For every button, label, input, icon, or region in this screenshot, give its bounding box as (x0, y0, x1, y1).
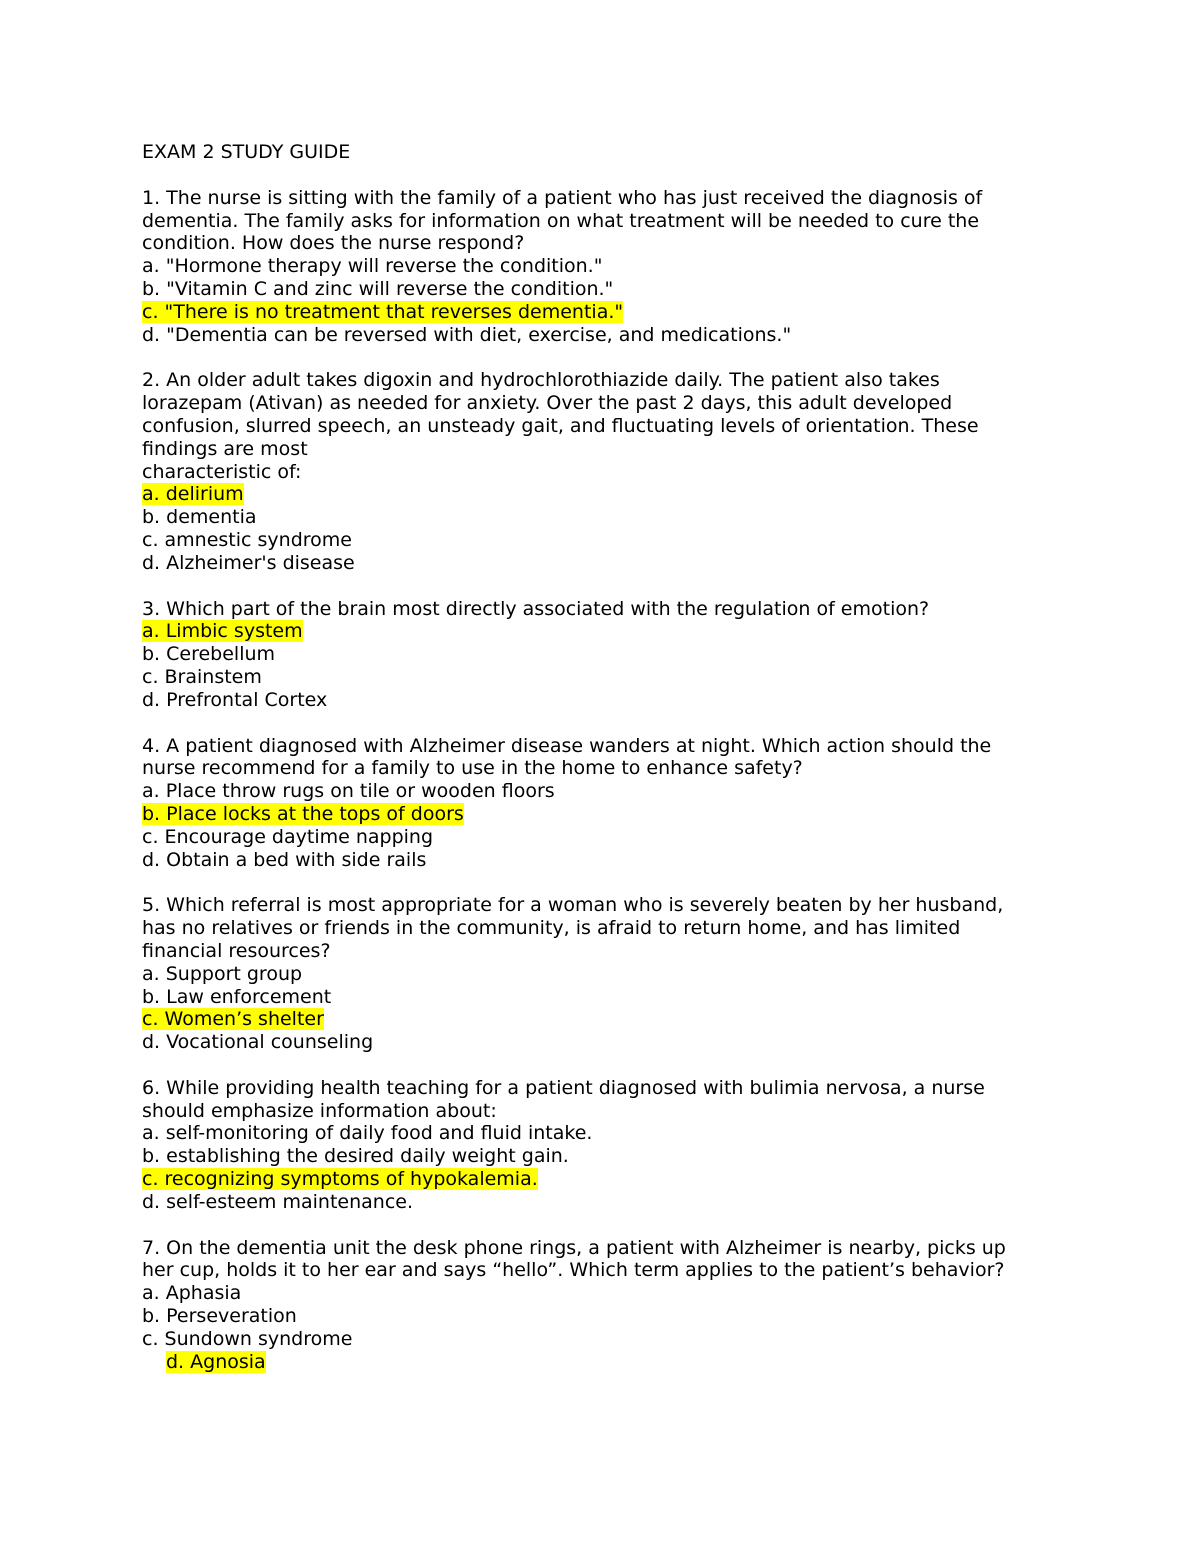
question-text-line: 6. While providing health teaching for a patient diagnosed with bulimia nervosa, a nurse (142, 1076, 985, 1099)
answer-highlight: c. recognizing symptoms of hypokalemia. (142, 1168, 538, 1191)
question-text-line: has no relatives or friends in the community, is afraid to return home, and has limited (142, 917, 961, 940)
answer-option: b. Law enforcement (142, 985, 332, 1008)
answer-option: a. Support group (142, 962, 303, 985)
answer-highlight: d. Agnosia (166, 1350, 266, 1373)
question-text-line: her cup, holds it to her ear and says “hello”. Which term applies to the patient’s behavior? (142, 1259, 1005, 1282)
question-text-line: 7. On the dementia unit the desk phone rings, a patient with Alzheimer is nearby, picks up (142, 1236, 1006, 1259)
question-7 (142, 1237, 1102, 1374)
answer-option: b. Cerebellum (142, 643, 276, 666)
answer-option-highlighted (142, 803, 1102, 826)
answer-option: d. Prefrontal Cortex (142, 688, 328, 711)
answer-option: b. "Vitamin C and zinc will reverse the condition." (142, 277, 614, 300)
question-text-line: financial resources? (142, 939, 331, 962)
answer-option: a. "Hormone therapy will reverse the condition." (142, 255, 603, 278)
answer-option: c. Sundown syndrome (142, 1327, 353, 1350)
question-text-line: findings are most (142, 437, 308, 460)
answer-option-highlighted (142, 1008, 1102, 1031)
question-text-line: lorazepam (Ativan) as needed for anxiety. Over the past 2 days, this adult developed (142, 392, 953, 415)
answer-option: a. self-monitoring of daily food and fluid intake. (142, 1122, 593, 1145)
question-text-line: confusion, slurred speech, an unsteady gait, and fluctuating levels of orientation. These (142, 414, 979, 437)
question-list (142, 187, 1102, 1374)
answer-option: b. Perseveration (142, 1305, 297, 1328)
question-text-line: nurse recommend for a family to use in the home to enhance safety? (142, 757, 803, 780)
answer-option: d. Alzheimer's disease (142, 551, 355, 574)
answer-option: b. establishing the desired daily weight gain. (142, 1145, 569, 1168)
question-text-line: condition. How does the nurse respond? (142, 232, 525, 255)
answer-option: c. Encourage daytime napping (142, 825, 434, 848)
question-text-line: 3. Which part of the brain most directly associated with the regulation of emotion? (142, 597, 930, 620)
question-text-line: characteristic of: (142, 460, 302, 483)
question-4 (142, 735, 1102, 872)
answer-option: c. amnestic syndrome (142, 528, 352, 551)
answer-highlight: a. Limbic system (142, 620, 303, 643)
document-title: EXAM 2 STUDY GUIDE (142, 141, 351, 163)
document-page (142, 141, 1102, 1373)
answer-option: d. Vocational counseling (142, 1031, 374, 1054)
answer-option-highlighted (142, 620, 1102, 643)
answer-option-highlighted (142, 483, 1102, 506)
answer-option: a. Place throw rugs on tile or wooden floors (142, 780, 555, 803)
answer-highlight: b. Place locks at the tops of doors (142, 802, 464, 825)
question-text-line: 5. Which referral is most appropriate for a woman who is severely beaten by her husband, (142, 894, 1004, 917)
question-text-line: 4. A patient diagnosed with Alzheimer disease wanders at night. Which action should the (142, 734, 992, 757)
question-text-line: dementia. The family asks for information on what treatment will be needed to cure the (142, 209, 980, 232)
answer-option: d. "Dementia can be reversed with diet, exercise, and medications." (142, 323, 792, 346)
answer-option-highlighted (142, 1168, 1102, 1191)
answer-option: d. Obtain a bed with side rails (142, 848, 427, 871)
answer-option: c. Brainstem (142, 665, 262, 688)
answer-highlight: c. "There is no treatment that reverses dementia." (142, 300, 624, 323)
answer-option-highlighted (142, 301, 1102, 324)
answer-option: b. dementia (142, 506, 257, 529)
question-text-line: 1. The nurse is sitting with the family of a patient who has just received the diagnosis of (142, 186, 983, 209)
question-text-line: should emphasize information about: (142, 1099, 497, 1122)
question-1 (142, 187, 1102, 347)
answer-option-highlighted (142, 1351, 1102, 1374)
question-6 (142, 1077, 1102, 1214)
answer-option: a. Aphasia (142, 1282, 242, 1305)
question-5 (142, 894, 1102, 1054)
answer-option: d. self-esteem maintenance. (142, 1190, 413, 1213)
answer-highlight: a. delirium (142, 483, 244, 506)
question-text-line: 2. An older adult takes digoxin and hydrochlorothiazide daily. The patient also takes (142, 369, 940, 392)
question-2 (142, 369, 1102, 574)
answer-highlight: c. Women’s shelter (142, 1008, 324, 1031)
question-3 (142, 598, 1102, 712)
